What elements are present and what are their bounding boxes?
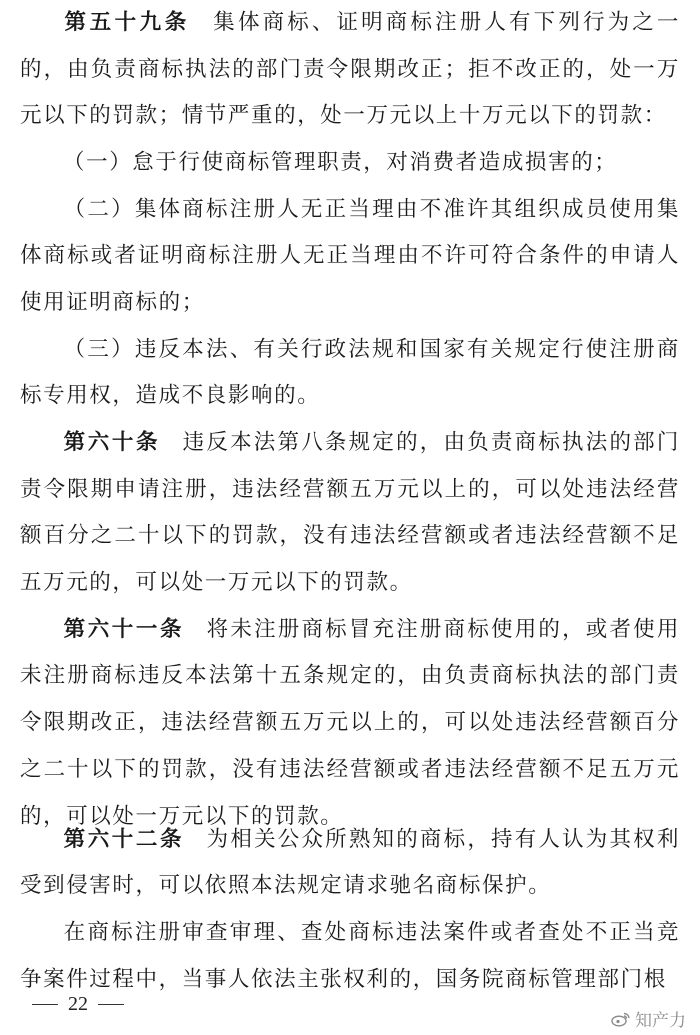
article-number: 第六十条 xyxy=(63,430,161,455)
watermark xyxy=(611,1006,686,1031)
article-61 xyxy=(20,607,680,841)
article-62 xyxy=(20,817,680,910)
article-text: 违反本法第八条规定的，由负责商标执法的部门责令限期申请注册，违法经营额五万元以上的，可以处违法经营额百分之二十以下的罚款，没有违法经营额或者违法经营额不足五万元的，可以处一万元以下的罚款。 xyxy=(20,430,680,596)
page-footer xyxy=(22,993,134,1016)
article-59 xyxy=(20,0,680,140)
article-number: 第五十九条 xyxy=(63,10,190,35)
footer-dash-left xyxy=(32,1004,58,1005)
watermark-text: 知产力 xyxy=(635,1011,686,1031)
item-text: （三）违反本法、有关行政法规和国家有关规定行使注册商标专用权，造成不良影响的。 xyxy=(20,336,680,409)
article-59-item-3 xyxy=(20,327,680,420)
article-59-item-2 xyxy=(20,187,680,327)
article-59-item-1 xyxy=(20,140,680,187)
item-text: （二）集体商标注册人无正当理由不准许其组织成员使用集体商标或者证明商标注册人无正当理由不许可符合条件的申请人使用证明商标的； xyxy=(20,196,680,316)
article-number: 第六十二条 xyxy=(63,826,185,852)
article-text: 将未注册商标冒充注册商标使用的，或者使用未注册商标违反本法第十五条规定的，由负责商标执法的部门责令限期改正，违法经营额五万元以上的，可以处违法经营额百分之二十以下的罚款，没有违法经营额或者违法经营额不足五万元的，可以处一万元以下的罚款。 xyxy=(20,616,680,829)
continuation-paragraph xyxy=(20,910,680,1003)
article-number: 第六十一条 xyxy=(63,616,185,642)
weibo-icon xyxy=(611,1011,631,1027)
article-text: 集体商标、证明商标注册人有下列行为之一的，由负责商标执法的部门责令限期改正；拒不改正的，处一万元以下的罚款；情节严重的，处一万元以上十万元以下的罚款： xyxy=(20,10,680,129)
page-number: 22 xyxy=(68,993,88,1015)
item-text: （一）怠于行使商标管理职责，对消费者造成损害的； xyxy=(63,150,618,175)
paragraph-text: 在商标注册审查审理、查处商标违法案件或者查处不正当竞争案件过程中，当事人依法主张权利的，国务院商标管理部门根 xyxy=(20,920,680,992)
article-text: 为相关公众所熟知的商标，持有人认为其权利受到侵害时，可以依照本法规定请求驰名商标保护。 xyxy=(20,826,680,899)
article-60 xyxy=(20,420,680,607)
footer-dash-right xyxy=(98,1004,124,1005)
